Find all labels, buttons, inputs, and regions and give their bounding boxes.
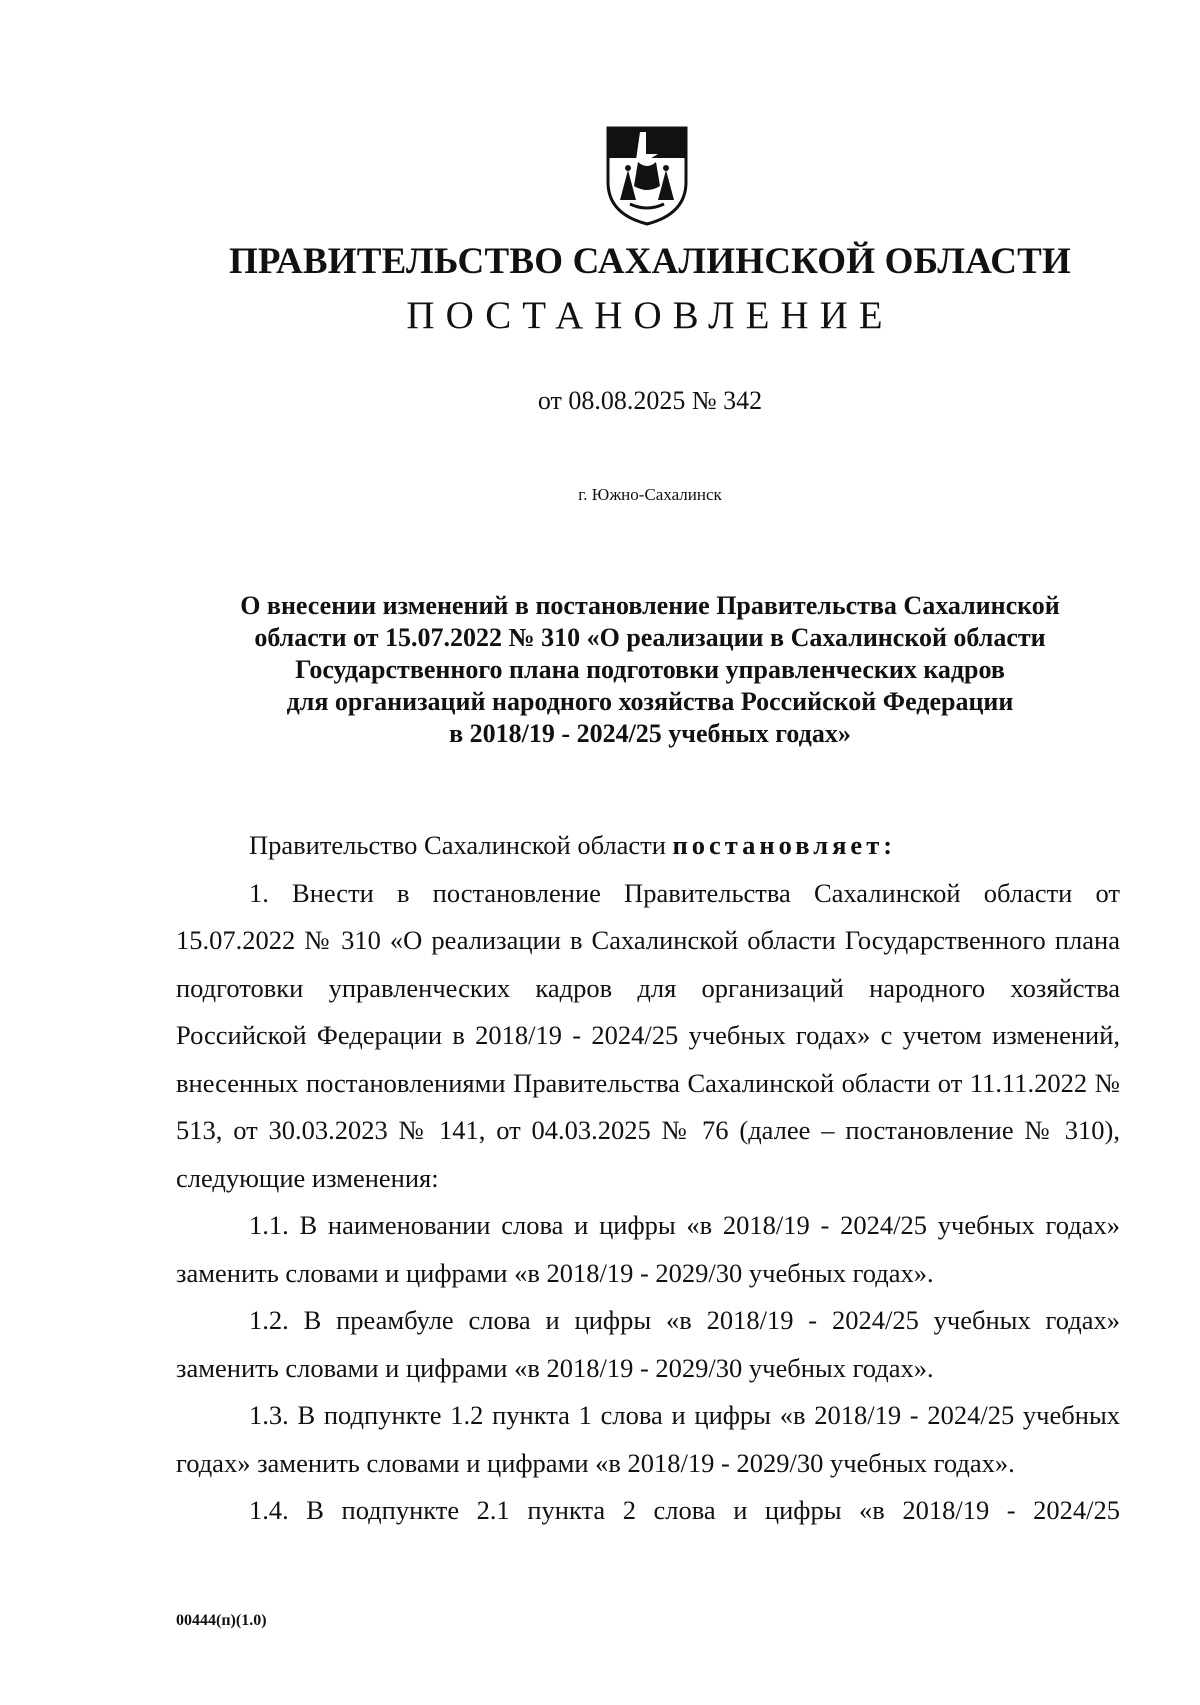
document-code: 00444(п)(1.0) bbox=[176, 1612, 267, 1629]
document-body bbox=[176, 822, 1120, 1535]
document-date-number: от 08.08.2025 № 342 bbox=[537, 386, 763, 415]
preamble bbox=[176, 822, 1120, 870]
document-type: ПОСТАНОВЛЕНИЕ bbox=[406, 294, 894, 337]
paragraph-1: 1. Внести в постановление Правительства Сахалинской области от 15.07.2022 № 310 «О реализации в Сахалинской области Государственного плана подготовки управленческих кадров для организаций народного хозяйства Российской Федерации в 2018/19 - 2024/25 учебных годах» с учетом изменений, внесенных постановлениями Правительства Сахалинской области от 11.11.2022 № 513, от 30.03.2023 № 141, от 04.03.2025 № 76 (далее – постановление № 310), следующие изменения: bbox=[176, 877, 1120, 1193]
paragraph-1-1: 1.1. В наименовании слова и цифры «в 2018/19 - 2024/25 учебных годах» заменить словами и цифрами «в 2018/19 - 2029/30 учебных годах». bbox=[176, 1210, 1120, 1288]
government-title: ПРАВИТЕЛЬСТВО САХАЛИНСКОЙ ОБЛАСТИ bbox=[228, 241, 1072, 282]
subject-line: О внесении изменений в постановление Правительства Сахалинской bbox=[240, 591, 1060, 620]
subject-line: для организаций народного хозяйства Российской Федерации bbox=[286, 687, 1014, 716]
sakhalin-coat-of-arms-icon bbox=[600, 124, 694, 228]
paragraph-1-4: 1.4. В подпункте 2.1 пункта 2 слова и цифры «в 2018/19 - 2024/25 bbox=[249, 1495, 1120, 1525]
preamble-text: Правительство Сахалинской области bbox=[249, 830, 673, 860]
paragraph-1-2: 1.2. В преамбуле слова и цифры «в 2018/19 - 2024/25 учебных годах» заменить словами и цифрами «в 2018/19 - 2029/30 учебных годах». bbox=[176, 1305, 1120, 1383]
document-subject bbox=[180, 590, 1120, 750]
document-city: г. Южно-Сахалинск bbox=[578, 485, 722, 504]
subject-line: Государственного плана подготовки управленческих кадров bbox=[295, 655, 1005, 684]
preamble-verb: постановляет: bbox=[672, 830, 897, 860]
paragraph-1-3: 1.3. В подпункте 1.2 пункта 1 слова и цифры «в 2018/19 - 2024/25 учебных годах» заменить словами и цифрами «в 2018/19 - 2029/30 учебных годах». bbox=[176, 1400, 1120, 1478]
subject-line: в 2018/19 - 2024/25 учебных годах» bbox=[449, 719, 851, 748]
subject-line: области от 15.07.2022 № 310 «О реализации в Сахалинской области bbox=[254, 623, 1046, 652]
